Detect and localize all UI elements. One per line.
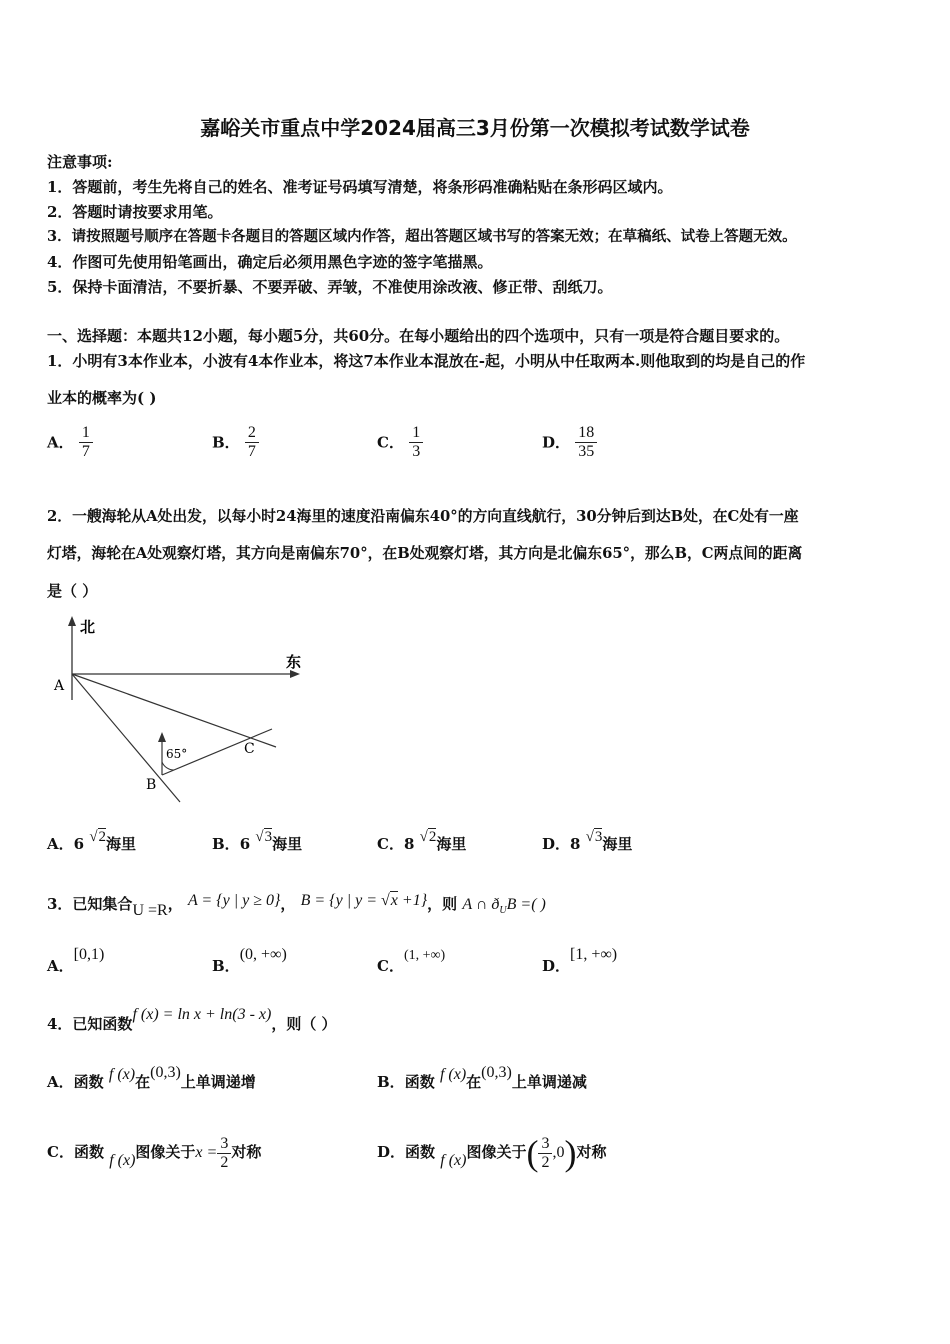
question-1-text: 业本的概率为( ) [47, 389, 157, 407]
q2-option-a[interactable] [47, 829, 137, 855]
notice-heading: 注意事项: [47, 153, 113, 171]
question-2-text: 2．一艘海轮从A处出发，以每小时24海里的速度沿南偏东40°的方向直线航行，30分钟后到达B处，在C处有一座 [47, 508, 799, 525]
option-label: A． [47, 1073, 74, 1091]
option-label: A． [47, 433, 74, 452]
option-value: (1, +∞) [403, 948, 446, 963]
option-label: C． [47, 1143, 74, 1161]
option-value: [0,1) [73, 946, 105, 963]
navigation-diagram [40, 612, 320, 812]
sqrt-expression: √3 [255, 829, 273, 845]
unit-label: 海里 [106, 835, 137, 853]
q3-option-c[interactable] [377, 944, 446, 975]
option-label: C． [377, 433, 404, 452]
q2-option-b[interactable] [212, 829, 303, 855]
q2-option-c[interactable] [377, 829, 467, 855]
question-2-text: 是（ ） [47, 582, 98, 600]
notice-item: 4．作图可先使用铅笔画出，确定后必须用黑色字迹的签字笔描黑。 [47, 253, 493, 271]
question-3-text: 3．已知集合U =R， A = {y | y ≥ 0}， B = {y | y = √x +1}，则 A ∩ $ð_UB$ =( ) [47, 892, 546, 919]
option-label: B． [377, 1073, 405, 1091]
set-b: B = {y | y = √x +1} [300, 892, 428, 909]
option-label: A． [47, 835, 74, 853]
option-label: C． [377, 835, 404, 853]
set-expression-tail: B =( ) [506, 896, 546, 913]
option-label: B． [212, 835, 240, 853]
east-arrow-icon [290, 670, 300, 678]
question-4-text [47, 1006, 337, 1033]
sqrt-expression: √2 [419, 829, 437, 845]
question-suffix: ，则（ ） [271, 1015, 337, 1033]
question-1-text: 1．小明有3本作业本，小波有4本作业本，将这7本作业本混放在-起，小明从中任取两本.则他取到的均是自己的作 [47, 352, 806, 370]
q1-option-a[interactable] [47, 424, 93, 461]
fraction: $\frac{3}{2}$ [538, 1135, 552, 1172]
question-prefix: 3．已知集合 [47, 895, 133, 913]
unit-label: 海里 [436, 835, 467, 853]
set-a: A = {y | y ≥ 0} [187, 892, 281, 909]
fraction: $\frac{3}{2}$ [217, 1135, 231, 1172]
fraction: $\frac{18}{35}$ [575, 424, 597, 461]
option-label: B． [212, 433, 240, 452]
coefficient: 8 [403, 835, 415, 853]
then-label: ，则 [427, 895, 458, 913]
q4-option-c[interactable]: C．函数 f (x)图像关于x = $\frac{3}{2}$ 对称 [47, 1134, 262, 1171]
option-label: C． [377, 957, 404, 975]
east-label: 东 [286, 653, 302, 671]
fraction: $\frac{2}{7}$ [245, 424, 259, 461]
q3-option-a[interactable] [47, 944, 105, 975]
notice-item: 3．请按照题号顺序在答题卡各题目的答题区域内作答，超出答题区域书写的答案无效；在草稿纸、试卷上答题无效。 [47, 228, 797, 245]
section-heading: 一、选择题：本题共12小题，每小题5分，共60分。在每小题给出的四个选项中，只有一项是符合题目要求的。 [47, 327, 790, 345]
q1-option-d[interactable] [542, 424, 597, 461]
point-c-label: C [244, 741, 255, 757]
universal-set: U =R [132, 902, 168, 919]
coefficient: 6 [239, 835, 251, 853]
option-label: B． [212, 957, 240, 975]
sqrt-expression: √3 [585, 829, 603, 845]
q1-option-c[interactable] [377, 424, 423, 461]
q1-option-b[interactable] [212, 424, 259, 461]
option-label: D． [542, 957, 571, 975]
option-label: D． [542, 433, 571, 452]
notice-item: 2．答题时请按要求用笔。 [47, 203, 223, 221]
angle-label: 65° [166, 747, 188, 761]
option-value: [1, +∞) [570, 946, 618, 963]
coefficient: 8 [570, 835, 581, 853]
sqrt-expression: √2 [89, 829, 107, 845]
function-definition: f (x) = ln x + ln(3 - x) [132, 1006, 272, 1023]
set-expression: A ∩ $ð_U$ [462, 896, 507, 917]
q3-option-d[interactable] [542, 944, 618, 975]
unit-label: 海里 [602, 835, 633, 853]
unit-label: 海里 [272, 835, 303, 853]
option-label: A． [47, 957, 74, 975]
north-label: 北 [80, 618, 96, 636]
coefficient: 6 [73, 835, 85, 853]
point-b-label: B [146, 777, 157, 793]
q3-option-b[interactable] [212, 944, 287, 975]
option-label: D． [542, 835, 571, 853]
north-arrow-icon [68, 616, 76, 626]
b-north-arrow-icon [158, 732, 166, 742]
notice-item: 1．答题前，考生先将自己的姓名、准考证号码填写清楚，将条形码准确粘贴在条形码区域内。 [47, 178, 673, 196]
question-prefix: 4．已知函数 [47, 1015, 133, 1033]
angle-arc [162, 762, 174, 770]
option-label: D． [377, 1143, 406, 1161]
q4-option-a[interactable]: A．函数 f (x)在(0,3)上单调递增 [47, 1064, 256, 1091]
fraction: $\frac{1}{3}$ [409, 424, 423, 461]
option-value: (0, +∞) [239, 946, 287, 963]
point-a-label: A [54, 678, 65, 694]
question-2-text: 灯塔，海轮在A处观察灯塔，其方向是南偏东70°，在B处观察灯塔，其方向是北偏东65°，那么B，C两点间的距离 [47, 545, 803, 562]
fraction: $\frac{1}{7}$ [79, 424, 93, 461]
page-title: 嘉峪关市重点中学2024届高三3月份第一次模拟考试数学试卷 [200, 116, 750, 140]
notice-item: 5．保持卡面清洁，不要折暴、不要弄破、弄皱，不准使用涂改液、修正带、刮纸刀。 [47, 278, 613, 296]
q4-option-b[interactable]: B．函数 f (x)在(0,3)上单调递减 [377, 1064, 587, 1091]
q2-option-d[interactable] [542, 829, 633, 855]
q4-option-d[interactable]: D．函数 f (x)图像关于( $\frac{3}{2}$ ,0)对称 [377, 1133, 607, 1173]
